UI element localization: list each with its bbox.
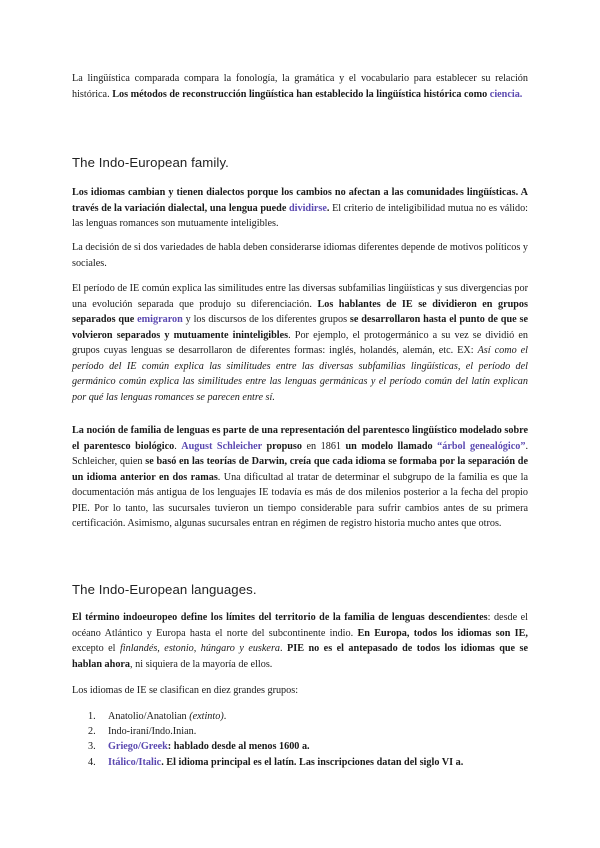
paragraph-family-tree: La noción de familia de lenguas es parte de una representación del parentesco lingüístico modelado sobre el parentesco biológico. August Schleicher propuso en 1861 un modelo llamado “árbol genealógico”. Schleicher, quien se basó en las teorías de Darwin, creía que cada idioma se formaba por la separación de un idioma anterior en dos ramas. Una dificultad al tratar de determinar el subgrupo de la familia es que la documentación más antigua de los lenguajes IE todavía es más de dos milenios posterior a la fecha del propio PIE. Por lo tanto, las sucursales tuvieron un tiempo considerable para sufrir cambios antes de su primera certificación. Asimismo, algunas sucursales entran en régimen de registro historia mucho antes que otros. [72, 425, 528, 529]
language-groups-list [72, 709, 528, 770]
link-emigraron[interactable]: emigraron [137, 314, 183, 325]
list-item: 2. Indo-iraní/Indo.Inian. [88, 726, 197, 738]
paragraph-ten-groups: Los idiomas de IE se clasifican en diez grandes grupos: [72, 685, 299, 696]
intro-paragraph [72, 71, 528, 102]
list-item: 3. Griego/Greek: hablado desde al menos 1600 a. [88, 741, 310, 753]
link-ciencia[interactable]: ciencia. [489, 88, 523, 100]
list-item: 1. Anatolio/Anatolian (extinto). [88, 711, 227, 722]
paragraph-dialects: Los idiomas cambian y tienen dialectos porque los cambios no afectan a las comunidades lingüísticas. A través de la variación dialectal, una lengua puede dividirse. El criterio de inteligibilidad mutua no es válido: las lenguas romances son mutuamente inteligibles. [72, 187, 529, 229]
p3-example-italic: Así como el período del IE común explica las similitudes entre las diversas subfamilias lingüísticas, el período del germánico común explica las similitudes entre las lenguas germánicas y el período común del latín explican por qué las lenguas romances se parecen entre sí. [72, 345, 529, 403]
link-dividirse[interactable]: dividirse [288, 202, 327, 214]
paragraph-territory: El término indoeuropeo define los límites del territorio de la familia de lenguas descendientes: desde el océano Atlántico y Europa hasta el norte del subcontinente indio. En Europa, todos los idiomas son IE, excepto el finlandés, estonio, húngaro y euskera. PIE no es el antepasado de todos los idiomas que se hablan ahora, ni siquiera de la mayoría de ellos. [72, 612, 529, 670]
heading-indo-european-languages: The Indo-European languages. [72, 582, 257, 597]
intro-bold: Los métodos de reconstrucción lingüística han establecido la lingüística histórica como [112, 88, 490, 100]
link-august-schleicher[interactable]: August Schleicher [181, 440, 262, 452]
intro-text: La lingüística comparada compara la fonología, la gramática y el vocabulario para establecer su relación histórica. [72, 73, 528, 100]
paragraph-common-ie: El período de IE común explica las similitudes entre las diversas subfamilias lingüísticas y sus divergencias por una evolución separada que produjo su diferenciación. Los hablantes de IE se dividieron en grupos separados que emigraron y los discursos de los diferentes grupos se desarrollaron hasta el punto de que se volvieron separados y mutuamente ininteligibles. Por ejemplo, el protogermánico a su vez se dividió en grupos cuyas lenguas se desarrollaron de diferentes formas: inglés, holandés, alemán, etc. EX: Así como el período del IE común explica las similitudes entre las diversas subfamilias lingüísticas, el período del germánico común explica las similitudes entre las lenguas germánicas y el período común del latín explican por qué las lenguas romances se parecen entre sí. [72, 283, 529, 403]
p1-text: El criterio de inteligibilidad mutua no es válido: las lenguas romances son mutuamente inteligibles. [72, 202, 529, 229]
paragraph-decision: La decisión de si dos variedades de habla deben considerarse idiomas diferentes depende de motivos políticos y sociales. [72, 242, 528, 269]
p1-bold: Los idiomas cambian y tienen dialectos porque los cambios no afectan a las comunidades lingüísticas. A través de la variación dialectal, una lengua puede [72, 187, 528, 214]
heading-indo-european-family: The Indo-European family. [72, 155, 229, 170]
link-italico-italic[interactable]: Itálico/Italic [108, 756, 162, 768]
link-griego-greek[interactable]: Griego/Greek [108, 741, 168, 753]
list-item: 4. Itálico/Italic. El idioma principal es el latín. Las inscripciones datan del siglo VI a. [88, 756, 464, 768]
link-arbol-genealogico[interactable]: “árbol genealógico” [437, 440, 526, 452]
